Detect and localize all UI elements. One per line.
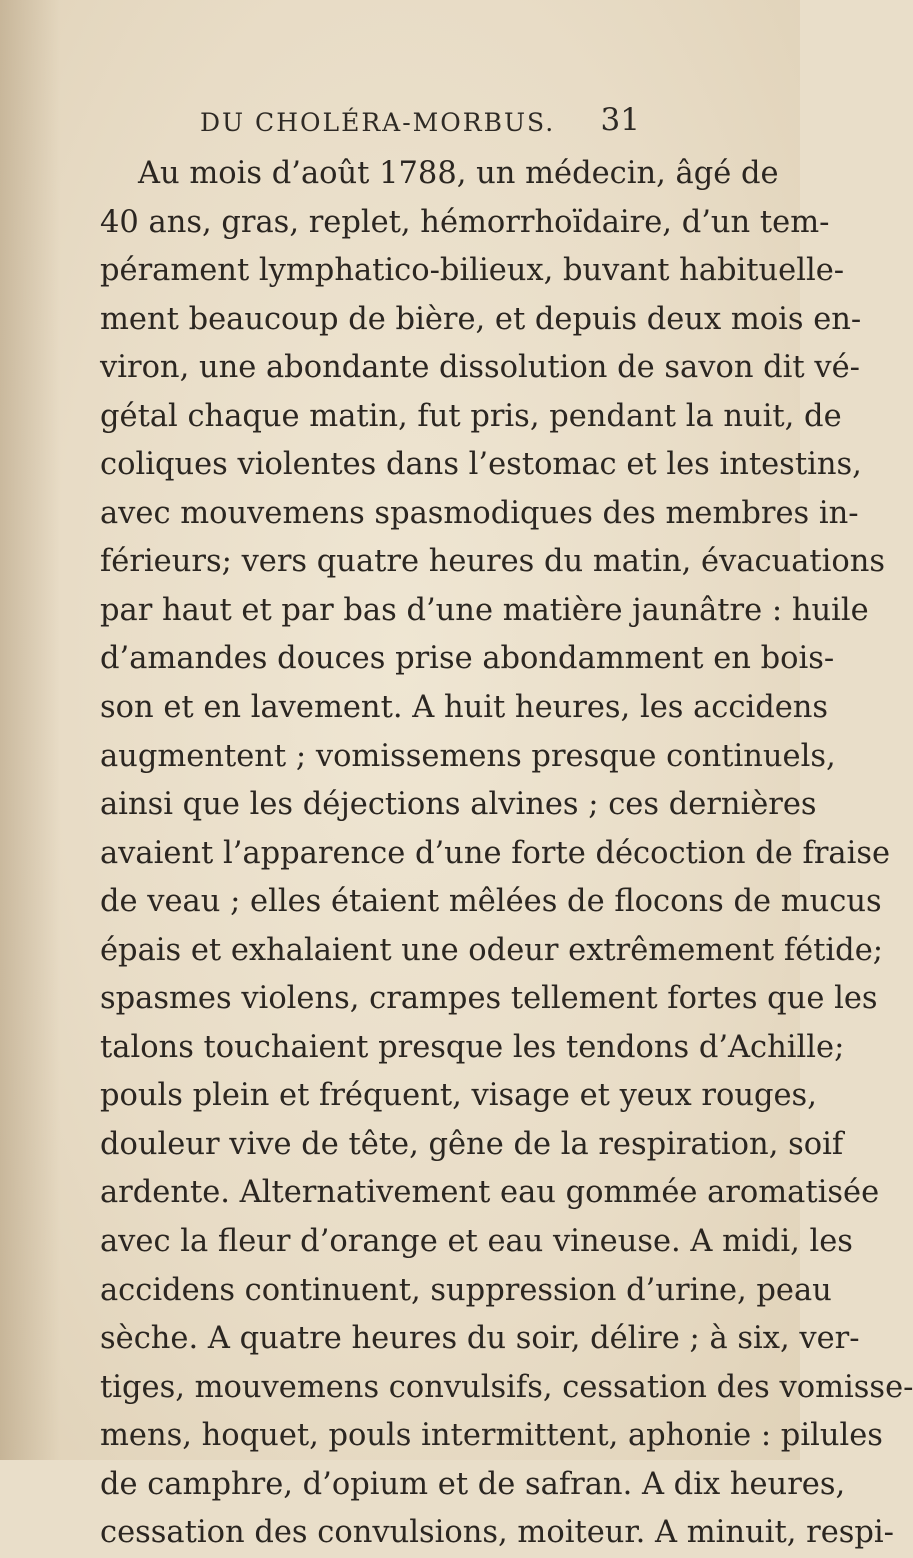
- text-line: avec mouvemens spasmodiques des membres in-: [100, 495, 859, 531]
- text-line: augmentent ; vomissemens presque continuels,: [100, 738, 836, 774]
- text-line: pérament lymphatico-bilieux, buvant habituelle-: [100, 253, 845, 289]
- text-line: pouls plein et fréquent, visage et yeux rouges,: [100, 1078, 817, 1114]
- text-line: spasmes violens, crampes tellement fortes que les: [100, 981, 878, 1017]
- text-line: ment beaucoup de bière, et depuis deux mois en-: [100, 301, 862, 337]
- text-line: avaient l’apparence d’une forte décoction de fraise: [100, 835, 891, 871]
- page-number: 31: [600, 102, 640, 138]
- text-line: ardente. Alternativement eau gommée aromatisée: [100, 1175, 880, 1211]
- text-line: cessation des convulsions, moiteur. A minuit, respi-: [100, 1515, 894, 1551]
- text-line: ainsi que les déjections alvines ; ces dernières: [100, 787, 817, 823]
- body-paragraph: [100, 150, 913, 1558]
- running-title: DU CHOLÉRA-MORBUS.: [200, 108, 556, 137]
- text-line: 40 ans, gras, replet, hémorrhoïdaire, d’un tem-: [100, 204, 830, 240]
- text-line: son et en lavement. A huit heures, les accidens: [100, 690, 829, 726]
- text-line: mens, hoquet, pouls intermittent, aphonie : pilules: [100, 1418, 883, 1454]
- text-line: avec la fleur d’orange et eau vineuse. A midi, les: [100, 1224, 853, 1260]
- text-line: talons touchaient presque les tendons d’Achille;: [100, 1029, 845, 1065]
- running-head: [0, 102, 800, 148]
- text-line: Au mois d’août 1788, un médecin, âgé de: [138, 156, 779, 191]
- text-line: coliques violentes dans l’estomac et les intestins,: [100, 447, 862, 483]
- text-line: épais et exhalaient une odeur extrêmement fétide;: [100, 932, 884, 968]
- text-line: douleur vive de tête, gêne de la respiration, soif: [100, 1126, 844, 1162]
- text-line: viron, une abondante dissolution de savon dit vé-: [100, 350, 860, 386]
- text-line: gétal chaque matin, fut pris, pendant la nuit, de: [100, 398, 842, 434]
- text-line: de veau ; elles étaient mêlées de flocons de mucus: [100, 884, 882, 920]
- text-line: accidens continuent, suppression d’urine, peau: [100, 1272, 832, 1308]
- text-line: tiges, mouvemens convulsifs, cessation des vomisse-: [100, 1369, 913, 1405]
- text-line: sèche. A quatre heures du soir, délire ; à six, ver-: [100, 1321, 860, 1357]
- text-line: de camphre, d’opium et de safran. A dix heures,: [100, 1466, 846, 1502]
- text-line: d’amandes douces prise abondamment en bois-: [100, 641, 835, 677]
- text-line: férieurs; vers quatre heures du matin, évacuations: [100, 544, 886, 580]
- text-line: par haut et par bas d’une matière jaunâtre : huile: [100, 592, 869, 628]
